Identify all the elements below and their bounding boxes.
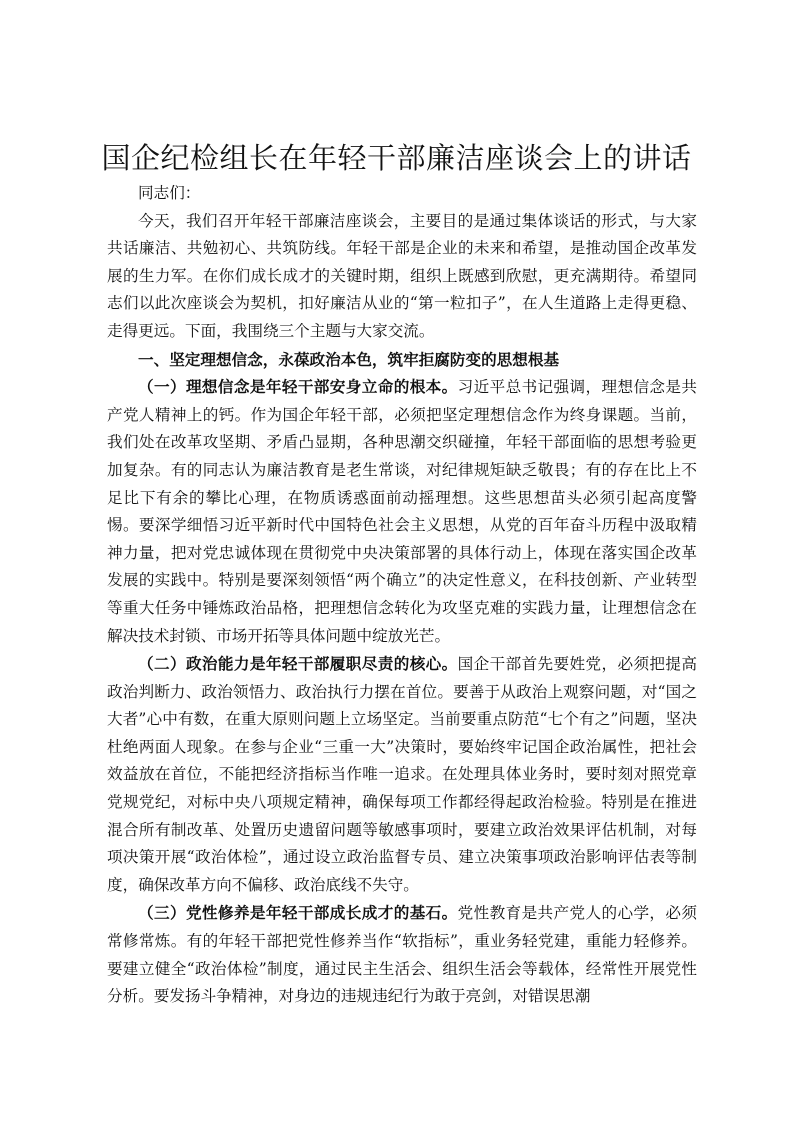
document-body bbox=[107, 180, 697, 1011]
paragraph-1 bbox=[107, 373, 697, 650]
paragraph-2 bbox=[107, 650, 697, 899]
salutation: 同志们： bbox=[138, 184, 201, 202]
paragraph-1-text: 习近平总书记强调，理想信念是共产党人精神上的钙。作为国企年轻干部，必须把坚定理想信念作为终身课题。当前，我们处在改革攻坚期、矛盾凸显期，各种思潮交织碰撞，年轻干部面临的思想考验更加复杂。有的同志认为廉洁教育是老生常谈，对纪律规矩缺乏敬畏；有的存在比上不足比下有余的攀比心理，在物质诱惑面前动摇理想。这些思想苗头必须引起高度警惕。要深学细悟习近平新时代中国特色社会主义思想，从党的百年奋斗历程中汲取精神力量，把对党忠诚体现在贯彻党中央决策部署的具体行动上，体现在落实国企改革发展的实践中。特别是要深刻领悟“两个确立”的决定性意义，在科技创新、产业转型等重大任务中锤炼政治品格，把理想信念转化为攻坚克难的实践力量，让理想信念在解决技术封锁、市场开拓等具体问题中绽放光芒。 bbox=[107, 378, 697, 645]
intro-paragraph: 今天，我们召开年轻干部廉洁座谈会，主要目的是通过集体谈话的形式，与大家共话廉洁、共勉初心、共筑防线。年轻干部是企业的未来和希望，是推动国企改革发展的生力军。在你们成长成才的关键时期，组织上既感到欣慰，更充满期待。希望同志们以此次座谈会为契机，扣好廉洁从业的“第一粒扣子”，在人生道路上走得更稳、走得更远。下面，我围绕三个主题与大家交流。 bbox=[107, 211, 697, 340]
paragraph-1-lead: （一）理想信念是年轻干部安身立命的根本。 bbox=[138, 377, 458, 397]
paragraph-3-lead: （三）党性修养是年轻干部成长成才的基石。 bbox=[138, 903, 458, 923]
paragraph-2-text: 国企干部首先要姓党，必须把提高政治判断力、政治领悟力、政治执行力摆在首位。要善于从政治上观察问题，对“国之大者”心中有数，在重大原则问题上立场坚定。当前要重点防范“七个有之”问题，坚决杜绝两面人现象。在参与企业“三重一大”决策时，要始终牢记国企政治属性，把社会效益放在首位，不能把经济指标当作唯一追求。在处理具体业务时，要时刻对照党章党规党纪，对标中央八项规定精神，确保每项工作都经得起政治检验。特别是在推进混合所有制改革、处置历史遗留问题等敏感事项时，要建立政治效果评估机制，对每项决策开展“政治体检”，通过设立政治监督专员、建立决策事项政治影响评估表等制度，确保改革方向不偏移、政治底线不失守。 bbox=[107, 655, 697, 894]
paragraph-3-text: 党性教育是共产党人的心学，必须常修常炼。有的年轻干部把党性修养当作“软指标”，重业务轻党建，重能力轻修养。要建立健全“政治体检”制度，通过民主生活会、组织生活会等载体，经常性开展党性分析。要发扬斗争精神，对身边的违规违纪行为敢于亮剑，对错误思潮 bbox=[107, 904, 697, 1006]
section-heading-1: 一、坚定理想信念，永葆政治本色，筑牢拒腐防变的思想根基 bbox=[138, 349, 560, 369]
paragraph-2-lead: （二）政治能力是年轻干部履职尽责的核心。 bbox=[138, 654, 458, 674]
document-title: 国企纪检组长在年轻干部廉洁座谈会上的讲话 bbox=[101, 141, 692, 175]
paragraph-3 bbox=[107, 899, 697, 1010]
